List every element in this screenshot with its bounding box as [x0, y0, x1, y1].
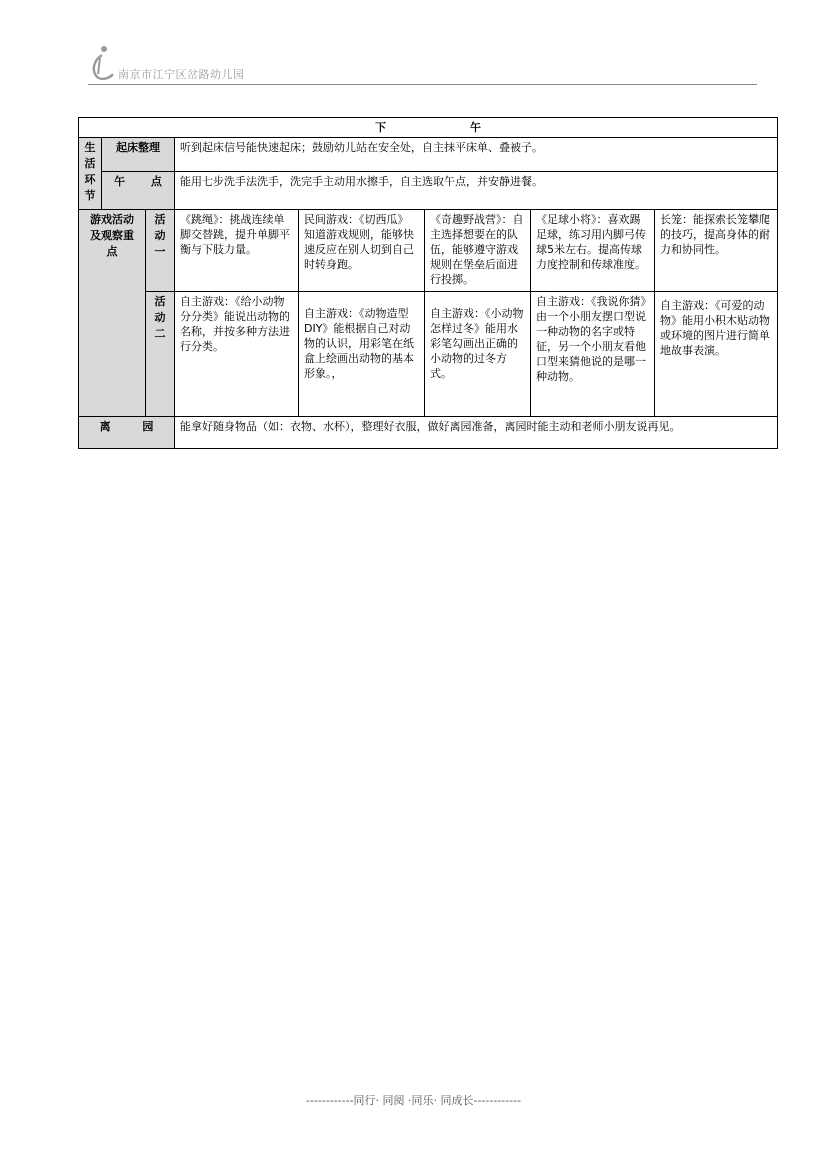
- activity1-label: 活动一: [146, 210, 175, 292]
- activity2-cell-1: 自主游戏：《给小动物分分类》能说出动物的名称，并按多种方法进行分类。: [175, 292, 299, 417]
- activity1-cell-2: 民间游戏：《切西瓜》知道游戏规则，能够快速反应在别人切到自己时转身跑。: [299, 210, 425, 292]
- leave-label: 离 园: [79, 417, 175, 449]
- school-name: 南京市江宁区岔路幼儿园: [118, 68, 245, 81]
- activity2-cell-2: 自主游戏：《动物造型DIY》能根据自己对动物的认识，用彩笔在纸盒上绘画出动物的基本形象。，: [299, 292, 425, 417]
- activity1-cell-3: 《奇趣野战营》：自主选择想要在的队伍，能够遵守游戏规则在堡垒后面进行投掷。: [425, 210, 531, 292]
- activity2-label: 活动二: [146, 292, 175, 417]
- wake-content: 听到起床信号能快速起床；鼓励幼儿站在安全处，自主抹平床单、叠被子。: [175, 138, 778, 172]
- snack-content: 能用七步洗手法洗手，洗完手主动用水擦手，自主选取午点，并安静进餐。: [175, 172, 778, 210]
- afternoon-plan-table: [78, 117, 778, 449]
- games-section-label: 游戏活动及观察重点: [79, 210, 146, 417]
- leave-content: 能拿好随身物品（如：衣物、水杯），整理好衣服，做好离园准备，离园时能主动和老师小朋友说再见。: [175, 417, 778, 449]
- table-title: 下 午: [79, 118, 778, 138]
- activity1-cell-1: 《跳绳》：挑战连续单脚交替跳，提升单脚平衡与下肢力量。: [175, 210, 299, 292]
- activity1-cell-4: 《足球小将》：喜欢踢足球，练习用内脚弓传球5米左右。提高传球力度控制和传球准度。: [531, 210, 655, 292]
- school-logo-icon: [88, 44, 118, 80]
- activity2-cell-5: 自主游戏：《可爱的动物》能用小积木贴动物或环境的图片进行简单地故事表演。: [655, 292, 778, 417]
- activity2-cell-4: 自主游戏：《我说你猜》由一个小朋友摆口型说一种动物的名字或特征，另一个小朋友看他口型来猜他说的是哪一种动物。: [531, 292, 655, 417]
- wake-label: 起床整理: [102, 138, 175, 172]
- snack-label: 午 点: [102, 172, 175, 210]
- life-section-label: 生活环节: [79, 138, 102, 210]
- activity2-cell-3: 自主游戏：《小动物怎样过冬》能用水彩笔勾画出正确的小动物的过冬方式。: [425, 292, 531, 417]
- page-footer: ------------同行· 同阅 ·同乐· 同成长------------: [305, 1094, 522, 1107]
- page-header: [88, 44, 757, 85]
- activity1-cell-5: 长笼：能探索长笼攀爬的技巧，提高身体的耐力和协同性。: [655, 210, 778, 292]
